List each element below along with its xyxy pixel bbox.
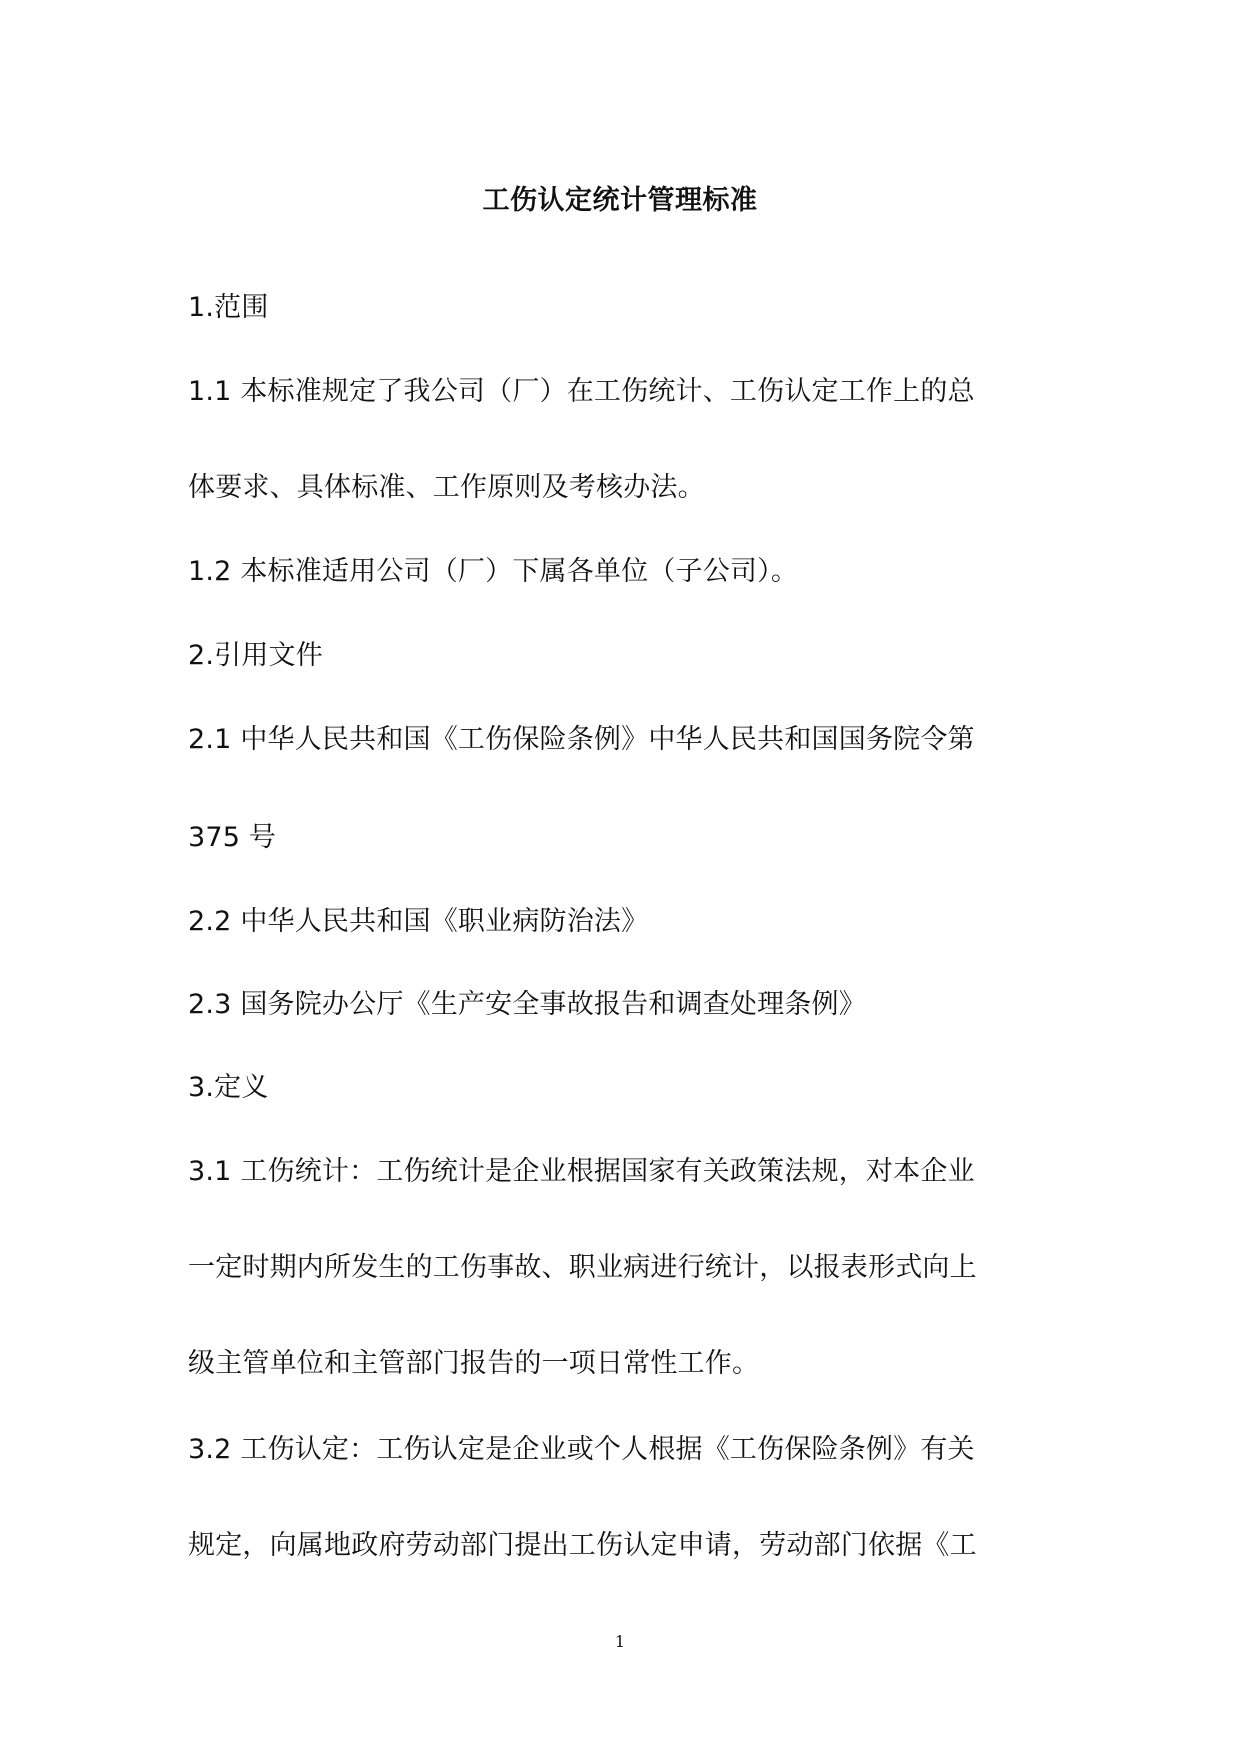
paragraph-line: 一定时期内所发生的工伤事故、职业病进行统计，以报表形式向上 bbox=[188, 1252, 977, 1283]
page-number: 1 bbox=[614, 1632, 626, 1651]
paragraph-line: 3.1 工伤统计：工伤统计是企业根据国家有关政策法规，对本企业 bbox=[188, 1156, 975, 1187]
paragraph-line: 1.1 本标准规定了我公司（厂）在工伤统计、工伤认定工作上的总 bbox=[188, 376, 975, 407]
section-heading-definitions: 3.定义 bbox=[188, 1072, 269, 1103]
paragraph-line: 2.3 国务院办公厅《生产安全事故报告和调查处理条例》 bbox=[188, 989, 866, 1020]
paragraph-line: 2.1 中华人民共和国《工伤保险条例》中华人民共和国国务院令第 bbox=[188, 724, 975, 755]
document-title: 工伤认定统计管理标准 bbox=[482, 185, 758, 216]
paragraph-line: 级主管单位和主管部门报告的一项日常性工作。 bbox=[188, 1348, 760, 1379]
paragraph-line: 体要求、具体标准、工作原则及考核办法。 bbox=[188, 472, 705, 503]
section-heading-scope: 1.范围 bbox=[188, 292, 269, 323]
paragraph-line: 1.2 本标准适用公司（厂）下属各单位（子公司）。 bbox=[188, 556, 799, 587]
paragraph-line: 375 号 bbox=[188, 822, 277, 853]
paragraph-line: 2.2 中华人民共和国《职业病防治法》 bbox=[188, 906, 649, 937]
paragraph-line: 3.2 工伤认定：工伤认定是企业或个人根据《工伤保险条例》有关 bbox=[188, 1434, 975, 1465]
section-heading-references: 2.引用文件 bbox=[188, 640, 323, 671]
paragraph-line: 规定，向属地政府劳动部门提出工伤认定申请，劳动部门依据《工 bbox=[188, 1530, 977, 1561]
